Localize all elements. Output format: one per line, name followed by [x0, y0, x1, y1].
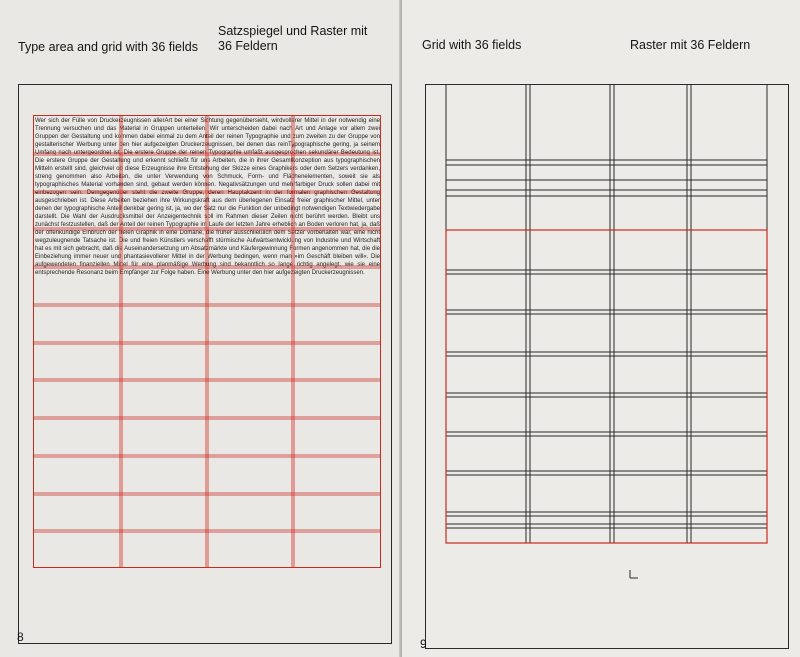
right-caption-english: Grid with 36 fields: [422, 38, 522, 52]
body-text: Wer sich der Fülle von Druckerzeugnissen allerArt bei einer Sichtung gegenübersieht, wirdvollerer Mittel in der notwendig eine Trennung versuchen und das Material in Gruppen unterteilen. Wir unterscheiden dabei nach Art und Anlage vor allem zwei Gruppen der Gestaltung und kommen dabei einmal zu dem Anteil der reinen Typographie und zum zweiten zu der Gruppe von gestalterischer Werbung unter den hier aufgezeigten Druckerzeugnissen, bei denen das reinTypographische gering, ja seinem Umfang nach untergeordnet ist. Die erstere Gruppe der reinen Typographie umfaßt ausgesprochen sekundärer Bedeutung ist. Die erstere Gruppe der Gestaltung und erkennt schließt für uns Arbeiten, die in ihrer Gesamtkonzeption aus typographischen Mitteln erstellt sind, gleichviel ob diese Erzeugnisse ihre Entstehung der Skizze eines Graphikers oder dem Setzers verdanken, streng genommen also Arbeiten, die unter Verwendung von Schmuck, Form- und Flächenelementen, soweit sie als typographisches Material vorhanden sind, gebaut werden können. Negativsätzungen und mehrfarbiger Druck sollen dabei mit einbezogen sein. Demgegenüber steht die zweite Gruppe, deren Hauptakzent in der formalen graphischen Gestaltung ausgeschrieben ist. Diese Arbeiten beziehen ihre Wirkungskraft aus dem überlegenen Einsatz freier graphischer Mittel, unter denen der typographische Anteil denkbar gering ist, ja, wo der Satz nur die Funktion der unbedingt notwendigen Textwiedergabe darstellt. Die Wahl der Ausdrucksmittel der Anzeigentechnik soll im Rahmen dieser Zeilen nicht berührt werden. Bleibt uns zunächst festzustellen, daß der Anteil der reinen Typographie im Laufe der letzten Jahre erheblich an Boden verloren hat, ja, daß der offenkundige Einbruch der freien Graphik in eine Domäne, die früher ausschließlich dem Setzer vorbehalten war, eine nicht wegzuleugnende Tatsache ist. Die und freien Künstlers verschafft stürmische Aufwärtsentwicklung von Industrie und Wirtschaft hat es mit sich gebracht, daß die Auseinandersetzung um Absatzmärkte und Käufergewinnung Formen angenommen hat, die die Einbeziehung immer neuer und phantasievollerer Mittel in der Werbung bedingen, wenn man »im Geschäft bleiben will«. Die aufgewendeten finanziellen Mittel für eine planmäßige Werbung sind bekanntlich so lange richtig angelegt, wie sie eine entsprechende Resonanz beim Empfänger zur Folge haben. Eine Werbung unter den hier aufgezeigten Druckerzeugnissen.: [35, 118, 380, 276]
page-frame-right: [426, 85, 789, 649]
left-caption-english: Type area and grid with 36 fields: [18, 40, 198, 54]
page-number-left: 8: [17, 630, 24, 644]
type-area-border: [34, 116, 381, 568]
type-area-border: [446, 230, 767, 543]
left-caption-german: Satzspiegel und Raster mit 36 Feldern: [218, 24, 368, 53]
grid-overlay-left: [33, 115, 381, 568]
right-caption-german: Raster mit 36 Feldern: [630, 38, 751, 52]
right-page: [402, 0, 800, 657]
page-number-right: 9: [420, 637, 427, 651]
grid-diagram-right: [402, 0, 800, 657]
type-area: [33, 115, 381, 568]
